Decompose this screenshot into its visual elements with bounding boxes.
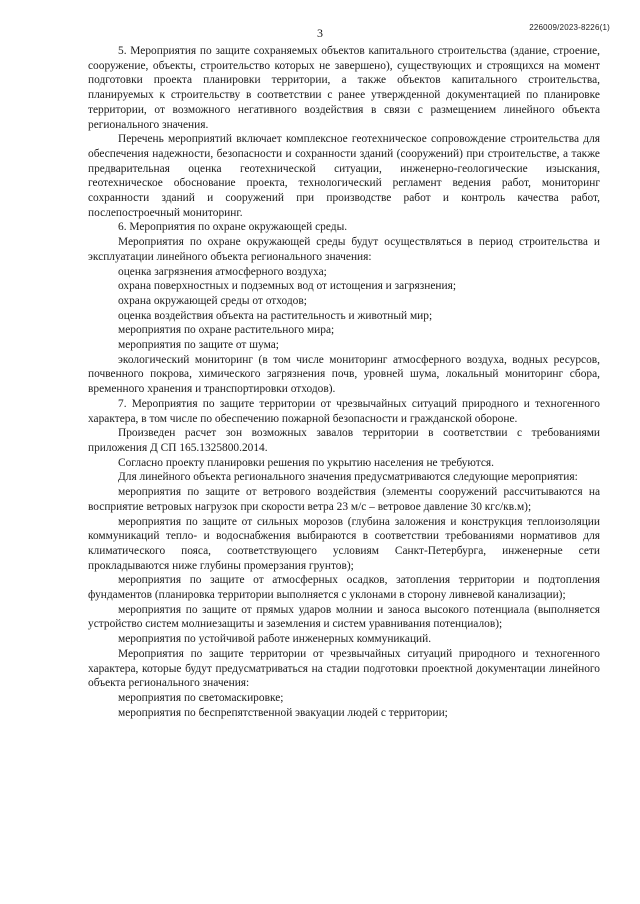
list-item: мероприятия по охране растительного мира; [118,324,335,337]
paragraph: Согласно проекту планировки решения по укрытию населения не требуются. [118,456,494,469]
paragraph: Мероприятия по защите территории от чрезвычайных ситуаций природного и техногенного характера, которые будут предусматриваться на стадии подготовки проектной документации линейного объекта регионального значения: [88,647,600,690]
list-item: мероприятия по светомаскировке; [118,691,284,704]
paragraph: Мероприятия по охране окружающей среды будут осуществляться в период строительства и эксплуатации линейного объекта регионального значения: [88,236,600,263]
list-item: мероприятия по защите от ветрового воздействия (элементы сооружений рассчитываются на восприятие ветровых нагрузок при скорости ветра 23 м/с – ветровое давление 30 кгс/кв.м); [88,486,600,513]
section-heading: 6. Мероприятия по охране окружающей среды. [118,221,348,234]
list-item: мероприятия по беспрепятственной эвакуации людей с территории; [118,706,448,719]
paragraph: Перечень мероприятий включает комплексное геотехническое сопровождение строительства для обеспечения надежности, безопасности и сохранности зданий (сооружений) при строительстве, а также предварительная оценка геотехнической ситуации, инженерно-геологические изыскания, геотехническое обоснование проекта, технологический регламент ведения работ, мониторинг сохранности зданий и сооружений при производстве работ и контроль качества работ, послепостроечный мониторинг. [88,133,600,219]
list-item: мероприятия по защите от сильных морозов (глубина заложения и конструкция теплоизоляции коммуникаций тепло- и водоснабжения выбираются в соответствии требованиями нормативов для климатического пояса, соответствующего условиям Санкт-Петербурга, инженерные сети прокладываются ниже глубины промерзания грунтов); [88,515,600,572]
document-id: 226009/2023-8226(1) [529,23,610,32]
list-item: мероприятия по устойчивой работе инженерных коммуникаций. [118,633,432,646]
list-item: охрана окружающей среды от отходов; [118,294,307,307]
list-item: оценка воздействия объекта на растительность и животный мир; [118,309,433,322]
paragraph: Произведен расчет зон возможных завалов территории в соответствии с требованиями приложения Д СП 165.1325800.2014. [88,427,600,454]
paragraph: 5. Мероприятия по защите сохраняемых объектов капитального строительства (здание, строение, сооружение, объекты, строительство которых не завершено), существующих и строящихся на момент подготовки проекта планировки территории, а также объектов капитального строительства, планируемых к строительству в соответствии с ранее утвержденной документацией по планировке территории, от возможного негативного воздействия в связи с размещением линейного объекта регионального значения. [88,45,600,131]
page-number: 3 [317,26,323,40]
list-item: охрана поверхностных и подземных вод от истощения и загрязнения; [118,280,457,293]
document-body [88,44,600,720]
list-item: мероприятия по защите от атмосферных осадков, затопления территории и подтопления фундаментов (планировка территории выполняется с уклонами в сторону ливневой канализации); [88,574,600,602]
list-item: оценка загрязнения атмосферного воздуха; [118,265,327,278]
list-item: экологический мониторинг (в том числе мониторинг атмосферного воздуха, водных ресурсов, почвенного покрова, химического загрязнения почв, уровней шума, локальный мониторинг сбора, временного хранения и транспортировки отходов). [88,353,600,396]
list-item: мероприятия по защите от прямых ударов молнии и заноса высокого потенциала (выполняется устройство систем молниезащиты и заземления и систем уравнивания потенциалов); [88,603,600,631]
list-item: мероприятия по защите от шума; [118,339,279,352]
section-heading: 7. Мероприятия по защите территории от чрезвычайных ситуаций природного и техногенного характера, в том числе по обеспечению пожарной безопасности и гражданской обороне. [88,397,600,425]
paragraph: Для линейного объекта регионального значения предусматриваются следующие мероприятия: [118,471,578,484]
